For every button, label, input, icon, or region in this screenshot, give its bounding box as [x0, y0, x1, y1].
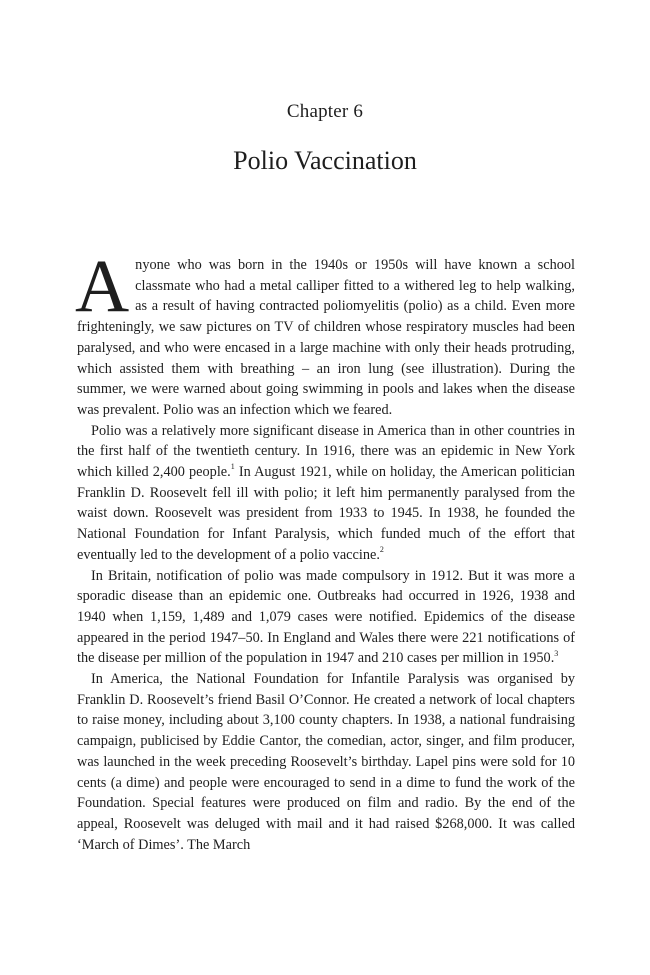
chapter-title: Polio Vaccination — [233, 146, 417, 175]
footnote-ref-1[interactable]: 1 — [230, 462, 235, 472]
paragraph-4 — [77, 669, 575, 855]
paragraph-text: In America, the National Foundation for Infantile Paralysis was organised by Franklin D. Roosevelt’s friend Basil O’Connor. He created a network of local chapters to raise money, including about 3,100 county chapters. In 1938, a national fundraising campaign, publicised by Eddie Cantor, the comedian, actor, singer, and film producer, was launched in the week preceding Roosevelt’s birthday. Lapel pins were sold for 10 cents (a dime) and people were encouraged to send in a dime to fund the work of the Foundation. Special features were produced on film and radio. By the end of the appeal, Roosevelt was deluged with mail and it had raised $268,000. It was called ‘March of Dimes’. The March — [77, 671, 575, 853]
paragraph-text: nyone who was born in the 1940s or 1950s will have known a school classmate who had a metal calliper fitted to a withered leg to help walking, as a result of having contracted poliomyelitis (polio) as a child. Even more frighteningly, we saw pictures on TV of children whose respiratory muscles had been paralysed, and who were encased in a large machine with only their heads protruding, which assisted them with breathing – an iron lung (see illustration). During the summer, we were warned about going swimming in pools and lakes when the disease was prevalent. Polio was an infection which we feared. — [77, 257, 575, 418]
drop-cap: A — [75, 245, 130, 328]
paragraph-2 — [77, 421, 575, 566]
paragraph-3 — [77, 566, 575, 670]
chapter-label: Chapter 6 — [286, 101, 364, 122]
footnote-ref-2[interactable]: 2 — [379, 545, 384, 555]
body-text — [75, 245, 576, 855]
paragraph-1 — [75, 245, 575, 421]
paragraph-text: In Britain, notification of polio was made compulsory in 1912. But it was more a sporadic disease than an epidemic one. Outbreaks had occurred in 1926, 1938 and 1940 when 1,159, 1,489 and 1,079 cases were notified. Epidemics of the disease appeared in the period 1947–50. In England and Wales there were 221 notifications of the disease per million of the population in 1947 and 210 cases per million in 1950. — [77, 567, 575, 667]
paragraph-text: In August 1921, while on holiday, the American politician Franklin D. Roosevelt fell ill with polio; it left him permanently paralysed from the waist down. Roosevelt was president from 1933 to 1945. In 1938, he founded the National Foundation for Infant Paralysis, which funded much of the effort that eventually led to the development of a polio vaccine. — [77, 464, 576, 563]
footnote-ref-3[interactable]: 3 — [554, 648, 559, 658]
paragraph-text: Polio was a relatively more significant disease in America than in other countries in the first half of the twentieth century. In 1916, there was an epidemic in New York which killed 2,400 people. — [77, 422, 575, 481]
